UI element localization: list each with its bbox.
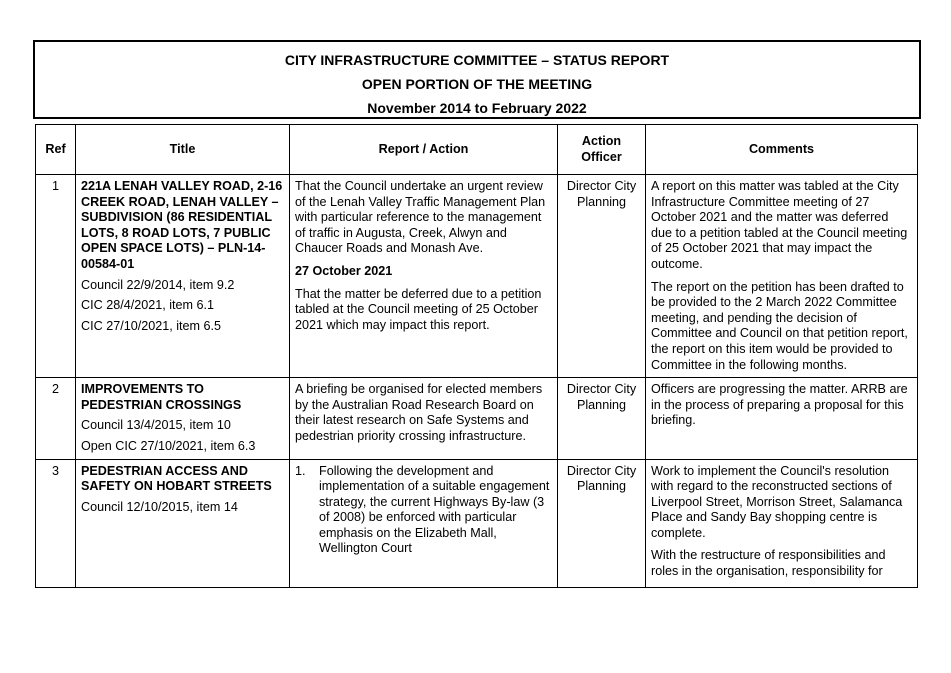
row-report-cell — [290, 378, 558, 459]
meeting-ref: Open CIC 27/10/2021, item 6.3 — [81, 438, 256, 453]
row-ref: 3 — [36, 459, 76, 587]
report-text: That the matter be deferred due to a petition tabled at the Council meeting of 25 October 2021 which may impact this report. — [295, 286, 542, 332]
row-comments-cell — [646, 175, 918, 378]
row-ref: 1 — [36, 175, 76, 378]
meeting-ref: CIC 28/4/2021, item 6.1 — [81, 298, 215, 313]
report-period: November 2014 to February 2022 — [367, 100, 587, 116]
table-row — [36, 378, 918, 459]
comment-text: Work to implement the Council's resolution with regard to the reconstructed sections of Liverpool Street, Morrison Street, Salamanca Place and Sandy Bay shopping centre is complete. — [651, 463, 903, 540]
row-ref: 2 — [36, 378, 76, 459]
report-header — [33, 40, 921, 119]
comment-text: The report on the petition has been drafted to be provided to the 2 March 2022 Committee meeting, and pending the decision of Committee and Council on that petition report, the report on this item would be provided to Committee in the following months. — [651, 279, 908, 372]
row-comments-cell — [646, 378, 918, 459]
meeting-ref: Council 12/10/2015, item 14 — [81, 499, 238, 514]
row-title: 221A LENAH VALLEY ROAD, 2-16 CREEK ROAD, LENAH VALLEY – SUBDIVISION (86 RESIDENTIAL LOTS, 8 ROAD LOTS, 7 PUBLIC OPEN SPACE LOTS) – PLN-14-00584-01 — [81, 179, 283, 271]
meeting-ref: CIC 27/10/2021, item 6.5 — [81, 318, 222, 333]
comment-text: With the restructure of responsibilities and roles in the organisation, responsibility for — [651, 548, 886, 579]
column-header-report: Report / Action — [290, 125, 558, 175]
report-text: Following the development and implementation of a suitable engagement strategy, the current Highways By-law (3 of 2008) be enforced with particular emphasis on the Elizabeth Mall, Wellington Court — [319, 463, 550, 556]
row-officer: Director City Planning — [558, 175, 646, 378]
column-header-title: Title — [76, 125, 290, 175]
column-header-officer: Action Officer — [558, 125, 646, 175]
report-date: 27 October 2021 — [295, 263, 393, 278]
row-report-cell — [290, 175, 558, 378]
row-title: PEDESTRIAN ACCESS AND SAFETY ON HOBART STREETS — [81, 463, 272, 494]
row-comments-cell — [646, 459, 918, 587]
row-officer: Director City Planning — [558, 378, 646, 459]
status-table — [35, 124, 918, 588]
report-numbered-item — [295, 464, 552, 558]
row-title-cell — [76, 459, 290, 587]
report-title: CITY INFRASTRUCTURE COMMITTEE – STATUS REPORT — [284, 52, 670, 68]
table-row — [36, 459, 918, 587]
row-officer: Director City Planning — [558, 459, 646, 587]
row-report-cell — [290, 459, 558, 587]
meeting-ref: Council 13/4/2015, item 10 — [81, 418, 231, 433]
column-header-comments: Comments — [646, 125, 918, 175]
comment-text: Officers are progressing the matter. ARRB are in the process of preparing a proposal for this briefing. — [651, 382, 908, 428]
report-text: A briefing be organised for elected members by the Australian Road Research Board on their latest research on Safe Systems and pedestrian priority crossing infrastructure. — [295, 382, 543, 443]
table-row — [36, 175, 918, 378]
row-title-cell — [76, 378, 290, 459]
row-title: IMPROVEMENTS TO PEDESTRIAN CROSSINGS — [81, 382, 242, 412]
comment-text: A report on this matter was tabled at the City Infrastructure Committee meeting of 27 October 2021 and the matter was deferred due to a petition tabled at the Council meeting of 25 October 2021 that may impact the outcome. — [651, 179, 908, 271]
table-header-row — [36, 125, 918, 175]
item-number: 1. — [295, 463, 306, 478]
report-text: That the Council undertake an urgent review of the Lenah Valley Traffic Management Plan with particular reference to the management of traffic in Augusta, Creek, Alwyn and Chaucer Roads and Monash Ave. — [295, 179, 546, 256]
column-header-ref: Ref — [36, 125, 76, 175]
row-title-cell — [76, 175, 290, 378]
meeting-ref: Council 22/9/2014, item 9.2 — [81, 277, 235, 292]
report-subtitle: OPEN PORTION OF THE MEETING — [361, 76, 593, 92]
